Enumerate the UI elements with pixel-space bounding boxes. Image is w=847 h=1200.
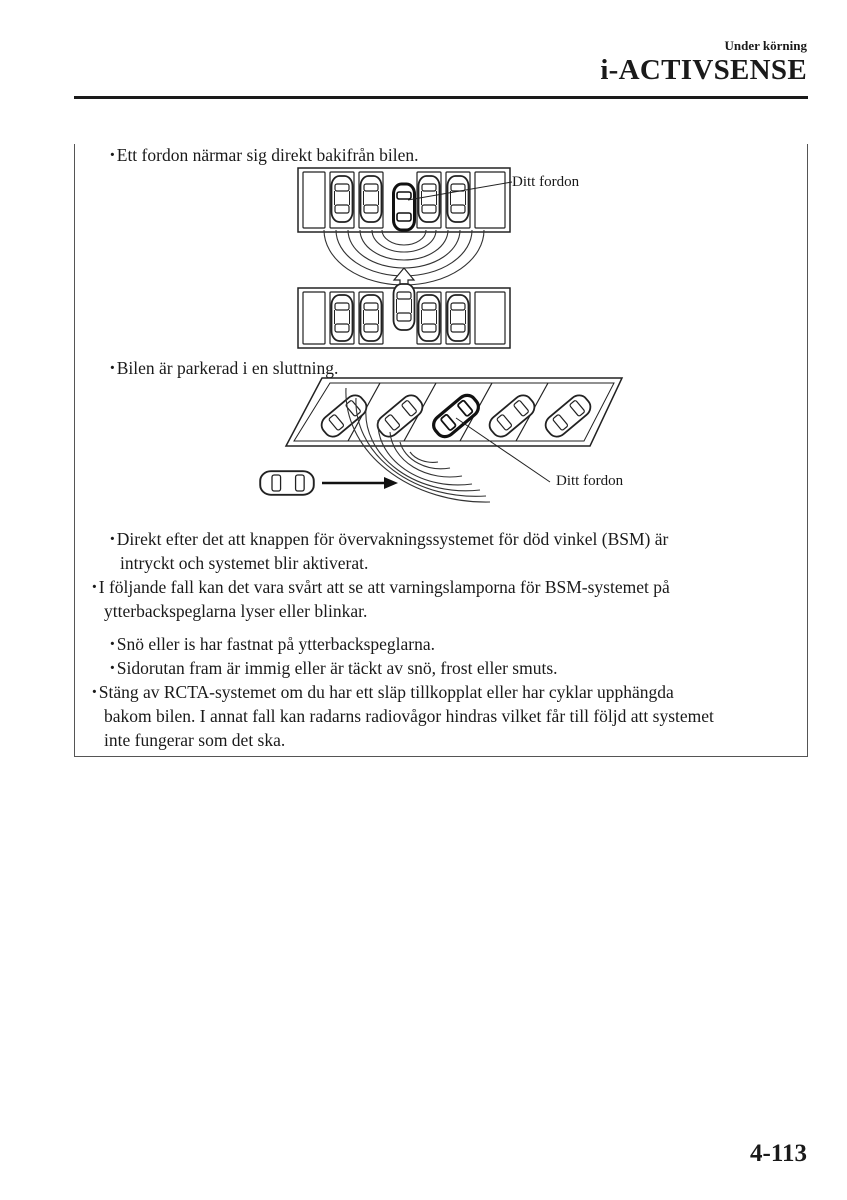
bullet-after-bsm-activation-line2: intryckt och systemet blir aktiverat. xyxy=(120,553,369,573)
note-rcta-line3: inte fungerar som det ska. xyxy=(104,730,286,750)
sub-bullet-snow-ice: ･Snö eller is har fastnat på ytterbackspeglarna. xyxy=(108,634,436,654)
figure-rear-approach xyxy=(290,160,530,355)
header-rule xyxy=(74,96,808,99)
note-rcta-line2: bakom bilen. I annat fall kan radarns radiovågor hindras vilket får till följd att systemet xyxy=(104,706,714,726)
note-bsm-visibility-line2: ytterbackspeglarna lyser eller blinkar. xyxy=(104,601,368,621)
figure1-label: Ditt fordon xyxy=(512,174,580,190)
figure2-label: Ditt fordon xyxy=(556,473,624,489)
bullet-parked-on-slope: ･Bilen är parkerad i en sluttning. xyxy=(108,358,339,378)
bullet-after-bsm-activation-line1: ･Direkt efter det att knappen för övervakningssystemet för död vinkel (BSM) är xyxy=(108,529,669,549)
note-bsm-visibility-line1: ･I följande fall kan det vara svårt att se att varningslamporna för BSM-systemet på xyxy=(90,577,670,597)
page-title: i-ACTIVSENSE xyxy=(600,54,807,86)
section-label: Under körning xyxy=(724,38,807,53)
page-number: 4-113 xyxy=(750,1140,807,1167)
bullet-approaching-vehicle: ･Ett fordon närmar sig direkt bakifrån bilen. xyxy=(108,145,419,165)
sub-bullet-side-window: ･Sidorutan fram är immig eller är täckt av snö, frost eller smuts. xyxy=(108,658,558,678)
note-rcta-line1: ･Stäng av RCTA-systemet om du har ett släp tillkopplat eller har cyklar upphängda xyxy=(90,682,674,702)
